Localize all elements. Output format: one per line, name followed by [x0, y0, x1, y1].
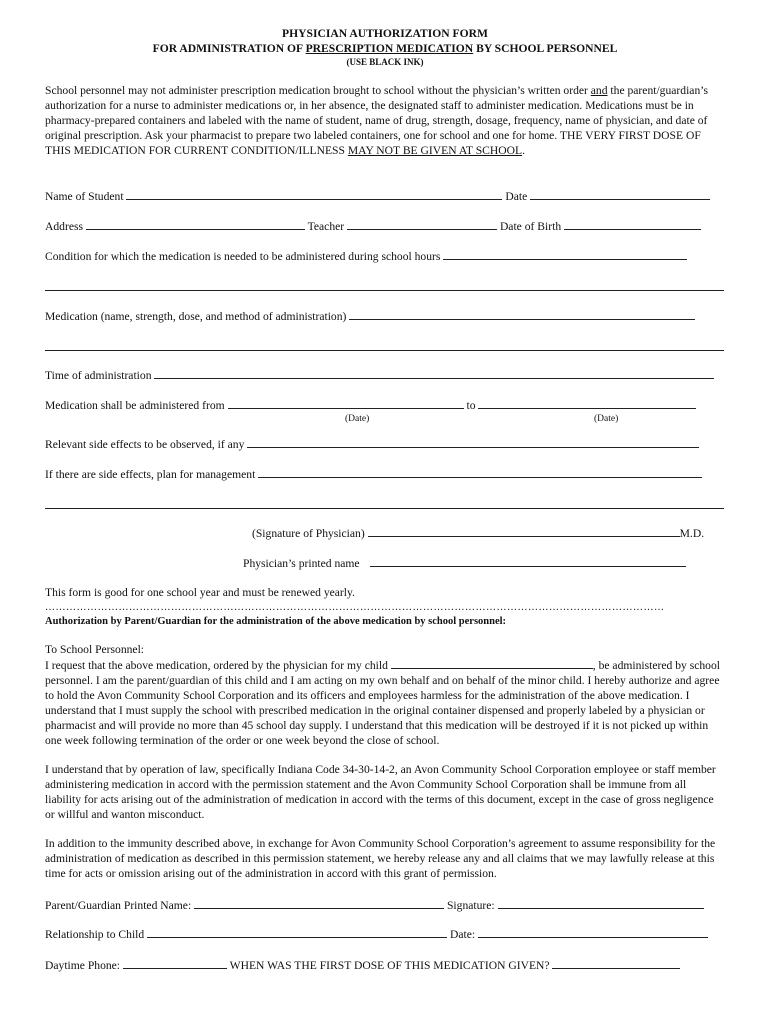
- address-field[interactable]: [86, 218, 305, 230]
- validity-note: This form is good for one school year and must be renewed yearly.: [45, 586, 355, 599]
- admin-to-field[interactable]: [478, 397, 696, 409]
- date-label: Date: [505, 190, 528, 203]
- time-label: Time of administration: [45, 369, 152, 382]
- address-row: [45, 218, 725, 234]
- parent-date-field[interactable]: [478, 926, 708, 938]
- physician-signature-field[interactable]: [368, 525, 680, 537]
- date-field[interactable]: [530, 188, 710, 200]
- phone-field[interactable]: [123, 957, 227, 969]
- first-dose-label: WHEN WAS THE FIRST DOSE OF THIS MEDICATION GIVEN?: [229, 959, 550, 972]
- dob-label: Date of Birth: [499, 220, 562, 233]
- parent-salutation: To School Personnel:: [45, 643, 145, 656]
- parent-printed-name-field[interactable]: [194, 897, 444, 909]
- subtitle-pre: FOR ADMINISTRATION OF: [152, 42, 306, 55]
- dotted-separator: ……………………………………………………………………………………………………………………………………………………………: [45, 602, 665, 613]
- to-date-caption: (Date): [594, 414, 619, 424]
- form-subtitle: [0, 41, 770, 56]
- relationship-row: [45, 926, 725, 942]
- intro-underlined-end: MAY NOT BE GIVEN AT SCHOOL: [347, 144, 523, 157]
- student-name-field[interactable]: [126, 188, 502, 200]
- time-field[interactable]: [154, 367, 714, 379]
- intro-text-2: the parent/guardian’s authorization for a nurse to administer medications or, in her absence, the designated staff to administer medication. Medications must be in pharmacy-prepared containers and labeled with the name of student, name of drug, strength, dosage, frequency, name of physician, and date of original prescription. Ask your pharmacist to prepare two labeled containers, one for school and one for home. THE VERY FIRST DOSE OF THIS MEDICATION FOR CURRENT CONDITION/ILLNESS: [45, 84, 708, 157]
- side-effects-field[interactable]: [247, 436, 699, 448]
- medication-line-2[interactable]: [45, 350, 724, 351]
- parent-name-row: [45, 897, 725, 913]
- medication-row: [45, 308, 725, 324]
- physician-printed-label: Physician’s printed name: [243, 557, 360, 570]
- phone-row: [45, 957, 725, 973]
- physician-signature-label: (Signature of Physician): [252, 527, 365, 540]
- intro-and: and: [590, 84, 608, 97]
- side-effects-label: Relevant side effects to be observed, if any: [45, 438, 245, 451]
- teacher-field[interactable]: [347, 218, 497, 230]
- condition-label: Condition for which the medication is needed to be administered during school hours: [45, 250, 441, 263]
- parent-signature-label: Signature:: [446, 899, 495, 912]
- plan-row: [45, 466, 725, 482]
- medication-field[interactable]: [349, 308, 695, 320]
- md-label: M.D.: [679, 527, 705, 540]
- admin-to-label: to: [466, 399, 476, 412]
- intro-paragraph: [45, 83, 725, 158]
- address-label: Address: [45, 220, 83, 233]
- parent-paragraph-2: I understand that by operation of law, specifically Indiana Code 34-30-14-2, an Avon Community School Corporation employee or staff member administering medication in accord with the permission statement and the Avon Community School Corporation shall be immune from all liability for acts arising out of the administration of medication in accord with the terms of this document, except in the case of gross negligence or willful and wanton misconduct.: [45, 763, 716, 821]
- form-title: PHYSICIAN AUTHORIZATION FORM: [282, 27, 488, 40]
- admin-from-field[interactable]: [228, 397, 464, 409]
- ink-note: (USE BLACK INK): [346, 57, 424, 67]
- admin-period-row: [45, 397, 725, 413]
- child-name-field[interactable]: [391, 657, 593, 669]
- physician-signature-row: [252, 525, 732, 541]
- parent-signature-field[interactable]: [498, 897, 704, 909]
- p1-rest: , be administered by school personnel. I am the parent/guardian of this child and I am acting on my own behalf and on behalf of the minor child. I hereby authorize and agree to hold the Avon Community School Corporation and its officers and employees harmless for the administration of the above medication. I understand that I must supply the school with prescribed medication in the original container dispensed and properly labeled by a physician or pharmacist and will provide no more than 45 school day supply. I understand that this medication will be destroyed if it is not picked up within one week following termination of the order or one week beyond the close of school.: [45, 659, 720, 747]
- parent-printed-name-label: Parent/Guardian Printed Name:: [45, 899, 192, 912]
- form-header: [0, 26, 770, 68]
- medication-label: Medication (name, strength, dose, and method of administration): [45, 310, 347, 323]
- physician-printed-row: [243, 555, 723, 571]
- teacher-label: Teacher: [307, 220, 345, 233]
- admin-from-label: Medication shall be administered from: [45, 399, 225, 412]
- p1-start: I request that the above medication, ordered by the physician for my child: [45, 659, 388, 672]
- intro-period: .: [522, 144, 525, 157]
- phone-label: Daytime Phone:: [45, 959, 121, 972]
- from-date-caption: (Date): [345, 414, 370, 424]
- condition-field[interactable]: [443, 248, 687, 260]
- time-row: [45, 367, 725, 383]
- intro-text-1: School personnel may not administer prescription medication brought to school without the physician’s written order: [45, 84, 591, 97]
- relationship-field[interactable]: [147, 926, 447, 938]
- side-effects-row: [45, 436, 725, 452]
- subtitle-post: BY SCHOOL PERSONNEL: [473, 42, 618, 55]
- plan-line-2[interactable]: [45, 508, 724, 509]
- parent-paragraph-1: [45, 657, 725, 748]
- student-name-label: Name of Student: [45, 190, 124, 203]
- physician-printed-field[interactable]: [370, 555, 686, 567]
- student-name-row: [45, 188, 725, 204]
- parent-authorization-heading: Authorization by Parent/Guardian for the administration of the above medication by school personnel:: [45, 616, 507, 627]
- first-dose-field[interactable]: [552, 957, 680, 969]
- parent-paragraph-3: In addition to the immunity described above, in exchange for Avon Community School Corporation’s agreement to assume responsibility for the administration of medication as described in this permission statement, we hereby release any and all claims that we may lawfully release at this time for acts or omission arising out of the administration in accord with this grant of permission.: [45, 837, 716, 880]
- plan-label: If there are side effects, plan for management: [45, 468, 256, 481]
- condition-row: [45, 248, 725, 264]
- dob-field[interactable]: [564, 218, 701, 230]
- relationship-label: Relationship to Child: [45, 928, 145, 941]
- plan-field[interactable]: [258, 466, 702, 478]
- parent-date-label: Date:: [450, 928, 476, 941]
- subtitle-underlined: PRESCRIPTION MEDICATION: [305, 42, 474, 55]
- condition-line-2[interactable]: [45, 290, 724, 291]
